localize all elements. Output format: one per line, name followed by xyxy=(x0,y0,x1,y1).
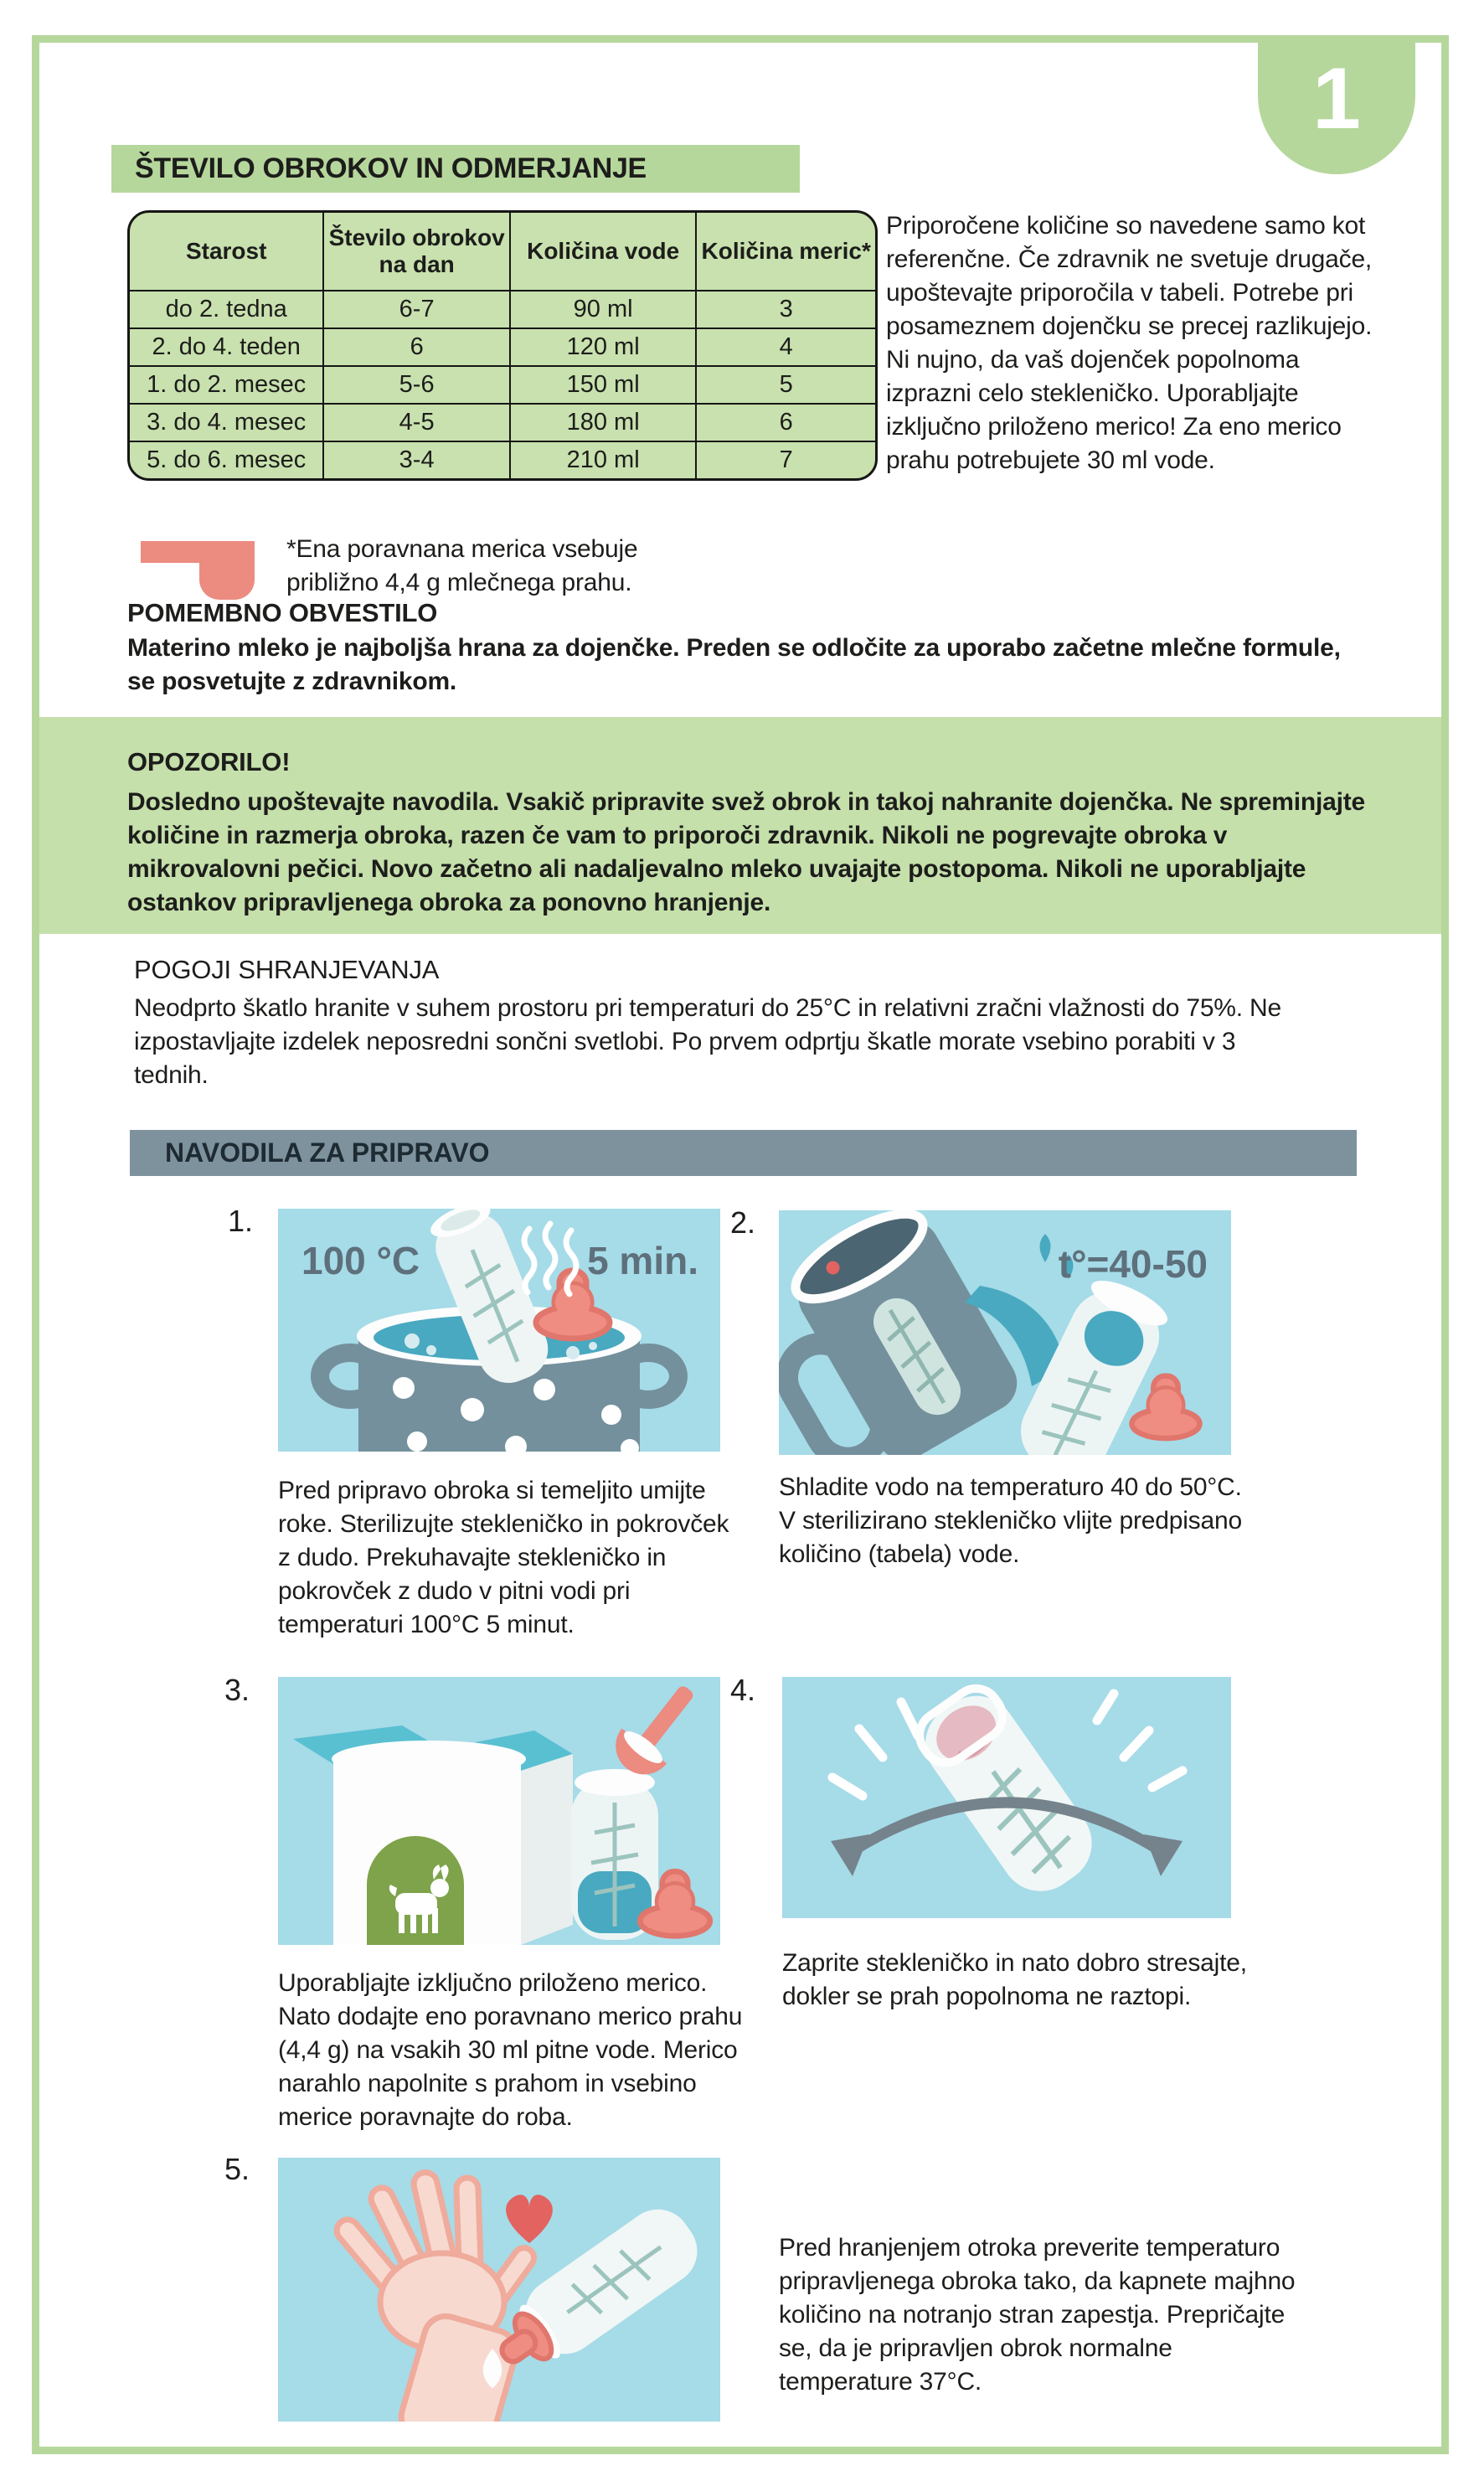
formula-box-illustration xyxy=(278,1677,720,1945)
warning-title: OPOZORILO! xyxy=(127,747,291,776)
table-cell: 5. do 6. mesec xyxy=(130,441,323,478)
step-2-number: 2. xyxy=(730,1205,756,1240)
table-header-cell: Količina meric* xyxy=(696,213,875,291)
step-3-number: 3. xyxy=(224,1673,250,1707)
step-1-temp-label: 100 °C xyxy=(301,1239,420,1282)
table-header-row xyxy=(130,213,875,291)
table-row xyxy=(130,291,875,328)
table-cell: 210 ml xyxy=(510,441,697,478)
step-5-text: Pred hranjenjem otroka preverite temperaturo pripravljenega obroka tako, da kapnete majhno količino na notranjo stran zapestja. Prepričajte se, da je pripravljen obrok normalne temperature 37°C. xyxy=(779,2234,1296,2396)
kettle-pouring-illustration xyxy=(779,1210,1231,1455)
table-row xyxy=(130,441,875,478)
storage-title: POGOJI SHRANJEVANJA xyxy=(134,955,440,984)
step-4-number: 4. xyxy=(730,1673,756,1707)
table-cell: 7 xyxy=(696,441,875,478)
table-cell: 2. do 4. teden xyxy=(130,328,323,366)
warning-body: Dosledno upoštevajte navodila. Vsakič pripravite svež obrok in takoj nahranite dojenčka. Ne spreminjajte količine in razmerja obroka, razen če vam to priporoči zdravnik. Nikoli ne pogrevajte obroka v mikrovalovni pečici. Novo začetno ali nadaljevalno mleko uvajajte postopoma. Nikoli ne uporabljajte ostankov pripravljenega obroka za ponovno hranjenje. xyxy=(127,788,1365,916)
warning-band xyxy=(39,717,1441,934)
table-cell: 6-7 xyxy=(323,291,510,328)
step-2-text: Shladite vodo na temperaturo 40 do 50°C. V sterilizirano stekleničko vlijte predpisano količino (tabela) vode. xyxy=(779,1473,1242,1568)
dosage-table xyxy=(127,210,878,481)
wrist-test-illustration xyxy=(278,2158,720,2422)
table-cell: 3-4 xyxy=(323,441,510,478)
table-cell: 180 ml xyxy=(510,404,697,441)
box-side xyxy=(521,1754,573,1945)
step-3-text: Uporabljajte izključno priloženo merico. Nato dodajte eno poravnano merico prahu (4,4 g) na vsakih 30 ml pitne vode. Merico narahlo napolnite s prahom in vsebino merice poravnajte do roba. xyxy=(278,1969,743,2131)
table-cell: do 2. tedna xyxy=(130,291,323,328)
table-cell: 4-5 xyxy=(323,404,510,441)
step-2-temp-label: t°=40-50 xyxy=(1058,1242,1208,1286)
table-header-cell: Starost xyxy=(130,213,323,291)
dosage-section-title: ŠTEVILO OBROKOV IN ODMERJANJE xyxy=(111,145,800,193)
step-1-time-label: 5 min. xyxy=(587,1239,698,1282)
boiling-pot-illustration xyxy=(278,1209,720,1452)
scoop-cup xyxy=(199,541,255,600)
shake-bottle-illustration xyxy=(782,1677,1231,1918)
step-4-text: Zaprite stekleničko in nato dobro stresajte, dokler se prah popolnoma ne raztopi. xyxy=(782,1949,1247,2010)
dosage-side-note: Priporočene količine so navedene samo kot referenčne. Če zdravnik ne svetuje drugače, upoštevajte priporočila v tabeli. Potrebe pri posameznem dojenčku se precej razlikujejo. Ni nujno, da vaš dojenček popolnoma izprazni celo stekleničko. Uporabljajte izključno priloženo merico! Za eno merico prahu potrebujete 30 ml vode. xyxy=(886,212,1373,474)
table-cell: 5-6 xyxy=(323,366,510,404)
table-cell: 150 ml xyxy=(510,366,697,404)
table-row xyxy=(130,404,875,441)
table-cell: 3. do 4. mesec xyxy=(130,404,323,441)
table-row xyxy=(130,366,875,404)
table-cell: 6 xyxy=(696,404,875,441)
table-cell: 90 ml xyxy=(510,291,697,328)
table-cell: 120 ml xyxy=(510,328,697,366)
important-notice-body: Materino mleko je najboljša hrana za dojenčke. Preden se odločite za uporabo začetne mlečne formule, se posvetujte z zdravnikom. xyxy=(127,634,1341,695)
table-cell: 4 xyxy=(696,328,875,366)
step-1-text: Pred pripravo obroka si temeljito umijte roke. Sterilizujte stekleničko in pokrovček z dudo. Prekuhavajte stekleničko in pokrovček z dudo v pitni vodi pri temperaturi 100°C 5 minut. xyxy=(278,1477,729,1638)
table-header-cell: Število obrokov na dan xyxy=(323,213,510,291)
important-notice-title: POMEMBNO OBVESTILO xyxy=(127,598,438,627)
storage-body: Neodprto škatlo hranite v suhem prostoru pri temperaturi do 25°C in relativni zračni vlažnosti do 75%. Ne izpostavljajte izdelek neposredni sončni svetlobi. Po prvem odprtju škatle morate vsebino porabiti v 3 tednih. xyxy=(134,994,1282,1089)
table-cell: 6 xyxy=(323,328,510,366)
table-cell: 1. do 2. mesec xyxy=(130,366,323,404)
scoop-note: *Ena poravnana merica vsebuje približno 4,4 g mlečnega prahu. xyxy=(286,535,638,596)
preparation-section-title: NAVODILA ZA PRIPRAVO xyxy=(130,1130,1357,1176)
table-header-cell: Količina vode xyxy=(510,213,697,291)
scoop-icon xyxy=(141,541,255,600)
step-5-number: 5. xyxy=(224,2152,250,2186)
page-number: 1 xyxy=(1312,49,1361,147)
table-cell: 3 xyxy=(696,291,875,328)
step-1-number: 1. xyxy=(228,1204,254,1238)
table-cell: 5 xyxy=(696,366,875,404)
table-row xyxy=(130,328,875,366)
